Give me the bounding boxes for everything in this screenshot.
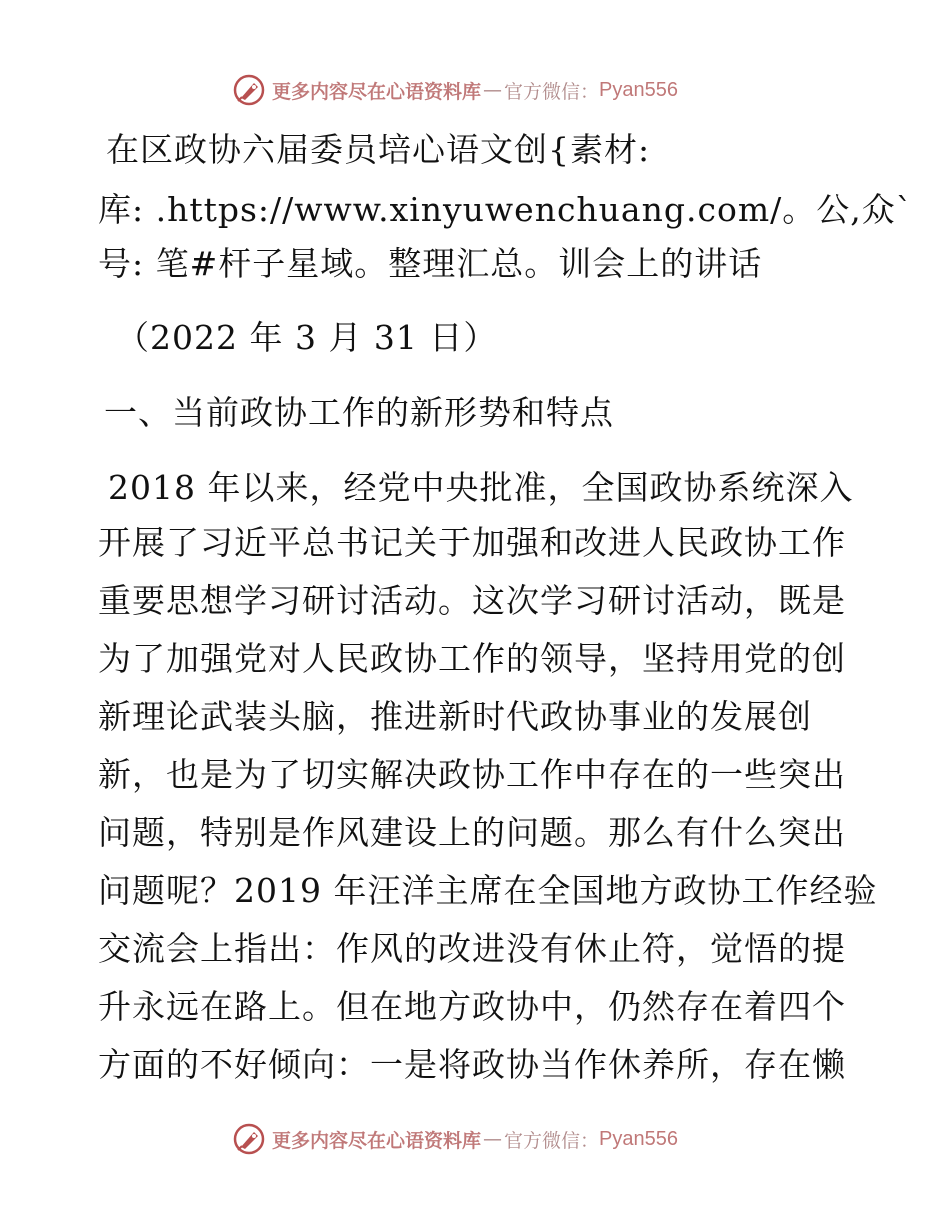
- paragraph-line: 交流会上指出：作风的改进没有休止符，觉悟的提: [98, 929, 846, 968]
- pen-nib-logo-icon: [232, 1122, 266, 1156]
- watermark-dash: —: [483, 1128, 503, 1150]
- paragraph-line: 开展了习近平总书记关于加强和改进人民政协工作: [98, 523, 846, 562]
- document-date: （2022 年 3 月 31 日）: [116, 318, 498, 357]
- section-heading: 一、当前政协工作的新形势和特点: [104, 393, 614, 432]
- document-title-line-3: 号: 笔#杆子星域。整理汇总。训会上的讲话: [98, 244, 763, 283]
- paragraph-line: 重要思想学习研讨活动。这次学习研讨活动，既是: [98, 581, 846, 620]
- watermark-dash: —: [483, 79, 503, 101]
- paragraph-line: 2018 年以来，经党中央批准，全国政协系统深入: [108, 468, 854, 507]
- watermark-site-text: 更多内容尽在心语资料库: [272, 1129, 482, 1152]
- paragraph-line: 为了加强党对人民政协工作的领导，坚持用党的创: [98, 639, 846, 678]
- paragraph-line: 问题，特别是作风建设上的问题。那么有什么突出: [98, 813, 846, 852]
- paragraph-line: 新理论武装头脑，推进新时代政协事业的发展创: [98, 697, 812, 736]
- pen-nib-logo-icon: [232, 73, 266, 107]
- watermark-site-text: 更多内容尽在心语资料库: [272, 80, 482, 103]
- watermark-wechat-label: 官方微信：: [504, 80, 600, 103]
- watermark-wechat-id: Pyan556: [599, 1127, 678, 1150]
- paragraph-line: 问题呢？2019 年汪洋主席在全国地方政协工作经验: [98, 871, 878, 910]
- watermark-wechat-id: Pyan556: [599, 78, 678, 101]
- watermark-banner-bottom: [232, 1121, 678, 1157]
- paragraph-line: 新，也是为了切实解决政协工作中存在的一些突出: [98, 755, 846, 794]
- watermark-wechat-label: 官方微信：: [504, 1129, 600, 1152]
- paragraph-line: 方面的不好倾向：一是将政协当作休养所，存在懒: [98, 1045, 846, 1084]
- document-title-line-2: 库: .https://www.xinyuwenchuang.com/。公,众`: [98, 190, 914, 229]
- watermark-banner-top: [232, 72, 678, 108]
- document-title-line-1: 在区政协六届委员培心语文创{素材:: [106, 130, 651, 169]
- paragraph-line: 升永远在路上。但在地方政协中，仍然存在着四个: [98, 987, 846, 1026]
